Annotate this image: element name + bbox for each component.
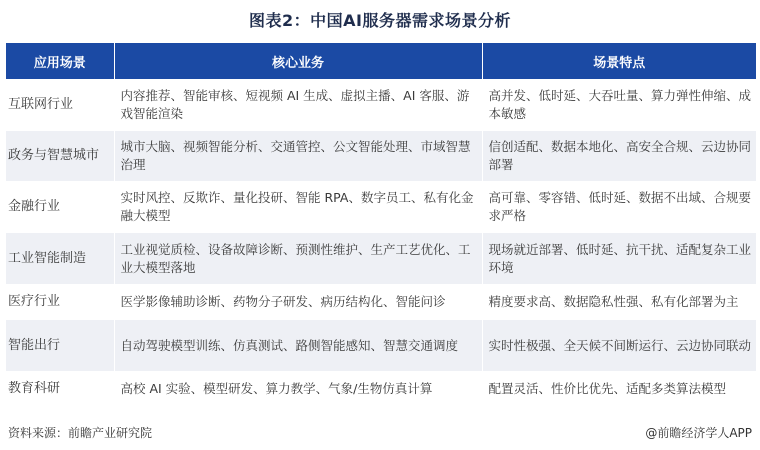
table-row (6, 371, 756, 407)
table-header-row (6, 43, 756, 79)
cell-features: 实时性极强、全天候不间断运行、云边协同联动 (482, 320, 756, 371)
cell-scene: 政务与智慧城市 (6, 131, 114, 181)
source-note: 资料来源：前瞻产业研究院 (8, 426, 153, 440)
cell-scene: 工业智能制造 (6, 233, 114, 284)
header-business: 核心业务 (114, 43, 482, 79)
cell-business: 高校 AI 实验、模型研发、算力教学、气象/生物仿真计算 (114, 371, 482, 407)
cell-features: 现场就近部署、低时延、抗干扰、适配复杂工业环境 (482, 233, 756, 284)
cell-features: 高并发、低时延、大吞吐量、算力弹性伸缩、成本敏感 (482, 79, 756, 131)
cell-scene: 智能出行 (6, 320, 114, 371)
table-row (6, 233, 756, 284)
scenario-table (6, 43, 756, 407)
cell-business: 自动驾驶模型训练、仿真测试、路侧智能感知、智慧交通调度 (114, 320, 482, 371)
cell-scene: 教育科研 (6, 371, 114, 407)
cell-business: 实时风控、反欺诈、量化投研、智能 RPA、数字员工、私有化金融大模型 (114, 181, 482, 233)
cell-business: 城市大脑、视频智能分析、交通管控、公文智能处理、市域智慧治理 (114, 131, 482, 181)
table-row (6, 284, 756, 320)
cell-scene: 金融行业 (6, 181, 114, 233)
chart-title: 图表2：中国AI服务器需求场景分析 (249, 11, 511, 30)
brand-credit: @前瞻经济学人APP (645, 426, 752, 440)
cell-features: 高可靠、零容错、低时延、数据不出域、合规要求严格 (482, 181, 756, 233)
table-row (6, 320, 756, 371)
cell-business: 工业视觉质检、设备故障诊断、预测性维护、生产工艺优化、工业大模型落地 (114, 233, 482, 284)
header-scene: 应用场景 (6, 43, 114, 79)
cell-business: 内容推荐、智能审核、短视频 AI 生成、虚拟主播、AI 客服、游戏智能渲染 (114, 79, 482, 131)
cell-features: 精度要求高、数据隐私性强、私有化部署为主 (482, 284, 756, 320)
cell-features: 配置灵活、性价比优先、适配多类算法模型 (482, 371, 756, 407)
cell-scene: 互联网行业 (6, 79, 114, 131)
cell-business: 医学影像辅助诊断、药物分子研发、病历结构化、智能问诊 (114, 284, 482, 320)
table-row (6, 131, 756, 181)
cell-scene: 医疗行业 (6, 284, 114, 320)
header-features: 场景特点 (482, 43, 756, 79)
table-row (6, 181, 756, 233)
table-row (6, 79, 756, 131)
cell-features: 信创适配、数据本地化、高安全合规、云边协同部署 (482, 131, 756, 181)
